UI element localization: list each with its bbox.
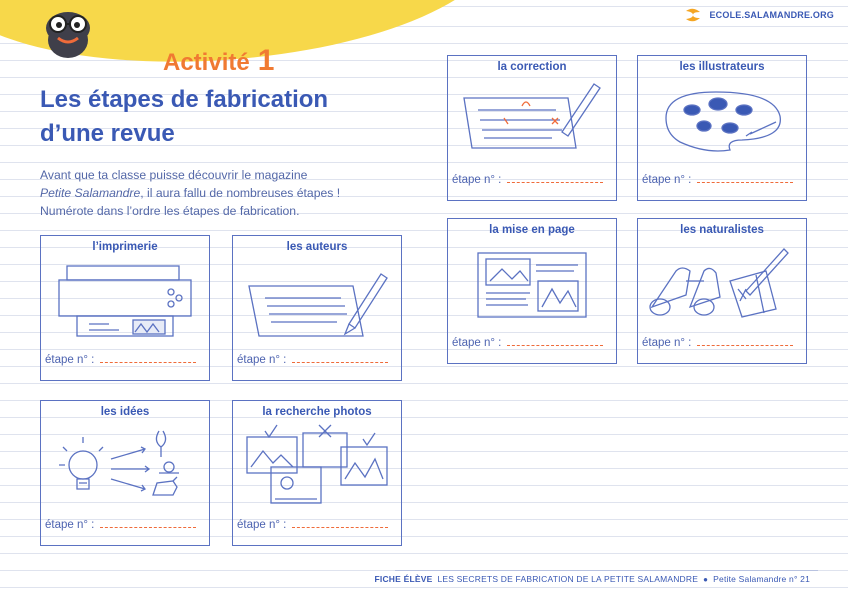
card-naturalistes (637, 218, 807, 364)
footer-bullet-icon: ● (703, 574, 709, 584)
step-input-line[interactable] (100, 519, 196, 528)
step-field[interactable] (452, 174, 603, 186)
step-label: étape n° : (452, 337, 502, 349)
step-label: étape n° : (642, 174, 692, 186)
step-field[interactable] (642, 174, 793, 186)
card-title: l’imprimerie (92, 241, 158, 253)
intro-text (40, 166, 380, 220)
card-recherche-photos (232, 400, 402, 546)
card-imprimerie (40, 235, 210, 381)
step-label: étape n° : (45, 519, 95, 531)
page-footer (375, 574, 810, 584)
footer-section: FICHE ÉLÈVE (374, 574, 433, 584)
corrected-text-illustration (456, 78, 608, 160)
activity-number: 1 (257, 44, 275, 77)
card-auteurs (232, 235, 402, 381)
activity-label: Activité (163, 49, 250, 76)
card-title: la mise en page (489, 224, 575, 236)
footer-divider (395, 570, 818, 571)
writing-paper-illustration (241, 258, 393, 340)
card-idees (40, 400, 210, 546)
step-label: étape n° : (45, 354, 95, 366)
salamander-mascot-icon (40, 6, 96, 58)
step-input-line[interactable] (100, 354, 196, 363)
card-mise-en-page (447, 218, 617, 364)
activity-heading (163, 44, 274, 78)
intro-magazine-name: Petite Salamandre (40, 186, 141, 200)
step-field[interactable] (45, 519, 196, 531)
card-title: les idées (100, 406, 150, 418)
binoculars-notebook-illustration (646, 241, 798, 323)
step-field[interactable] (45, 354, 196, 366)
step-label: étape n° : (452, 174, 502, 186)
step-input-line[interactable] (507, 174, 603, 183)
footer-issue: Petite Salamandre n° 21 (713, 574, 810, 584)
card-title: la correction (497, 61, 567, 73)
card-title: les illustrateurs (679, 61, 765, 73)
page-title: Les étapes de fabrication d’une revue (40, 86, 329, 147)
step-input-line[interactable] (292, 519, 388, 528)
footer-subtitle: LES SECRETS DE FABRICATION DE LA PETITE SALAMANDRE (437, 574, 699, 584)
paint-palette-illustration (646, 78, 798, 160)
brand-link[interactable] (683, 8, 834, 22)
photo-selection-illustration (241, 423, 393, 505)
intro-line-1: Avant que ta classe puisse découvrir le magazine (40, 168, 308, 182)
step-field[interactable] (642, 337, 793, 349)
step-input-line[interactable] (697, 174, 793, 183)
brand-site-text: ECOLE.SALAMANDRE.ORG (709, 10, 834, 20)
step-input-line[interactable] (507, 337, 603, 346)
step-label: étape n° : (237, 519, 287, 531)
page-layout-illustration (456, 241, 608, 323)
card-title: la recherche photos (262, 406, 372, 418)
step-label: étape n° : (642, 337, 692, 349)
step-field[interactable] (452, 337, 603, 349)
card-title: les naturalistes (680, 224, 764, 236)
step-field[interactable] (237, 519, 388, 531)
lightbulb-ideas-illustration (49, 423, 201, 505)
step-input-line[interactable] (697, 337, 793, 346)
intro-line-3: Numérote dans l’ordre les étapes de fabrication. (40, 204, 300, 218)
salamandre-logo-icon (683, 8, 703, 22)
step-input-line[interactable] (292, 354, 388, 363)
printer-illustration (49, 258, 201, 340)
step-label: étape n° : (237, 354, 287, 366)
step-field[interactable] (237, 354, 388, 366)
intro-line-2: , il aura fallu de nombreuses étapes ! (140, 186, 341, 200)
card-correction (447, 55, 617, 201)
card-illustrateurs (637, 55, 807, 201)
card-title: les auteurs (286, 241, 348, 253)
